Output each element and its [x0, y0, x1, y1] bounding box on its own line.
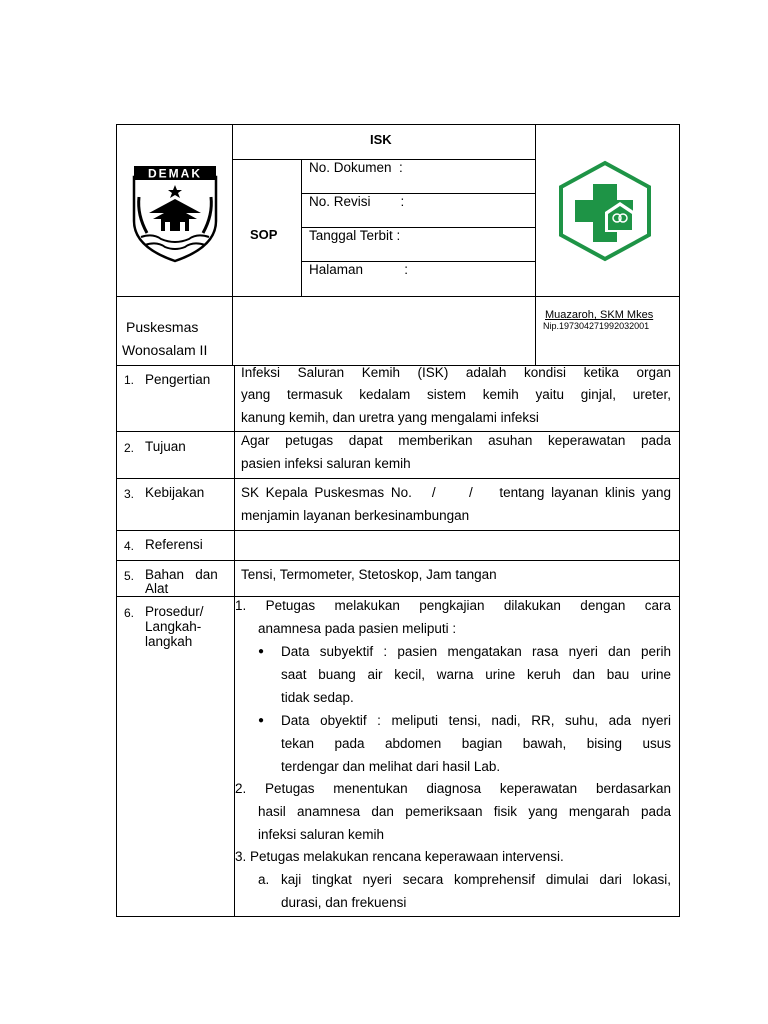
- row-label-kebijakan: Kebijakan: [145, 485, 205, 500]
- puskesmas-name-line2: Wonosalam II: [122, 342, 208, 358]
- demak-logo: [131, 163, 219, 263]
- row-number: 1.: [124, 373, 135, 387]
- document-title: ISK: [370, 132, 392, 147]
- bullet: ●: [258, 646, 265, 657]
- procedure-line: Data obyektif : meliputi tensi, nadi, RR, suhu, ada nyeri: [281, 713, 671, 728]
- procedure-line: 2. Petugas menentukan diagnosa keperawatan berdasarkan: [235, 781, 671, 796]
- pengertian-line: Infeksi Saluran Kemih (ISK) adalah kondisi ketika organ: [241, 365, 671, 380]
- procedure-line: terdengar dan melihat dari hasil Lab.: [281, 759, 501, 774]
- row-label-alat: Alat: [145, 581, 169, 596]
- procedure-line: kaji tingkat nyeri secara komprehensif dimulai dari lokasi,: [281, 872, 671, 887]
- procedure-line: 1. Petugas melakukan pengkajian dilakukan dengan cara: [235, 598, 671, 613]
- row-number: 3.: [124, 487, 135, 501]
- row-label-bahan: Bahan dan: [145, 567, 218, 582]
- bahan-line: Tensi, Termometer, Stetoskop, Jam tangan: [241, 567, 497, 582]
- puskesmas-logo: [556, 160, 654, 262]
- row-number: 5.: [124, 569, 135, 583]
- field-halaman: Halaman :: [309, 262, 409, 277]
- field-no-revisi: No. Revisi :: [309, 194, 405, 209]
- row-label-langkah: Langkah-: [145, 619, 202, 634]
- kebijakan-line: menjamin layanan berkesinambungan: [241, 508, 470, 523]
- procedure-line: Data subyektif : pasien mengatakan rasa nyeri dan perih: [281, 644, 671, 659]
- procedure-line: durasi, dan frekuensi: [281, 895, 407, 910]
- field-no-dokumen: No. Dokumen :: [309, 160, 403, 175]
- puskesmas-name-line1: Puskesmas: [126, 319, 199, 335]
- row-label-langkah2: langkah: [145, 634, 193, 649]
- signer-name: Muazaroh, SKM Mkes: [545, 309, 654, 321]
- row-label-pengertian: Pengertian: [145, 372, 211, 387]
- procedure-line: tekan pada abdomen bagian bawah, bising usus: [281, 736, 671, 751]
- procedure-line: hasil anamnesa dan pemeriksaan fisik yang mengarah pada: [258, 804, 671, 819]
- row-number: 2.: [124, 441, 135, 455]
- procedure-line: 3. Petugas melakukan rencana keperawaan intervensi.: [235, 849, 564, 864]
- signer-nip: Nip.197304271992032001: [543, 321, 650, 331]
- row-number: 6.: [124, 606, 135, 620]
- row-label-referensi: Referensi: [145, 537, 203, 552]
- procedure-line: saat buang air kecil, warna urine keruh dan bau urine: [281, 667, 671, 682]
- row-number: 4.: [124, 539, 135, 553]
- sop-label: SOP: [250, 227, 278, 242]
- pengertian-line: yang termasuk kedalam sistem kemih yaitu ginjal, ureter,: [241, 387, 671, 402]
- row-label-tujuan: Tujuan: [145, 439, 186, 454]
- tujuan-line: pasien infeksi saluran kemih: [241, 456, 411, 471]
- tujuan-line: Agar petugas dapat memberikan asuhan keperawatan pada: [241, 433, 671, 448]
- procedure-line: anamnesa pada pasien meliputi :: [258, 621, 457, 636]
- pengertian-line: kanung kemih, dan uretra yang mengalami infeksi: [241, 410, 539, 425]
- bullet: ●: [258, 715, 265, 726]
- kebijakan-line: SK Kepala Puskesmas No. / / tentang layanan klinis yang: [241, 485, 671, 500]
- procedure-line: tidak sedap.: [281, 690, 354, 705]
- field-tanggal-terbit: Tanggal Terbit :: [309, 228, 401, 243]
- row-label-prosedur: Prosedur/: [145, 604, 204, 619]
- sub-item-letter: a.: [258, 872, 270, 887]
- demak-logo-text: DEMAK: [148, 166, 202, 181]
- procedure-line: infeksi saluran kemih: [258, 827, 385, 842]
